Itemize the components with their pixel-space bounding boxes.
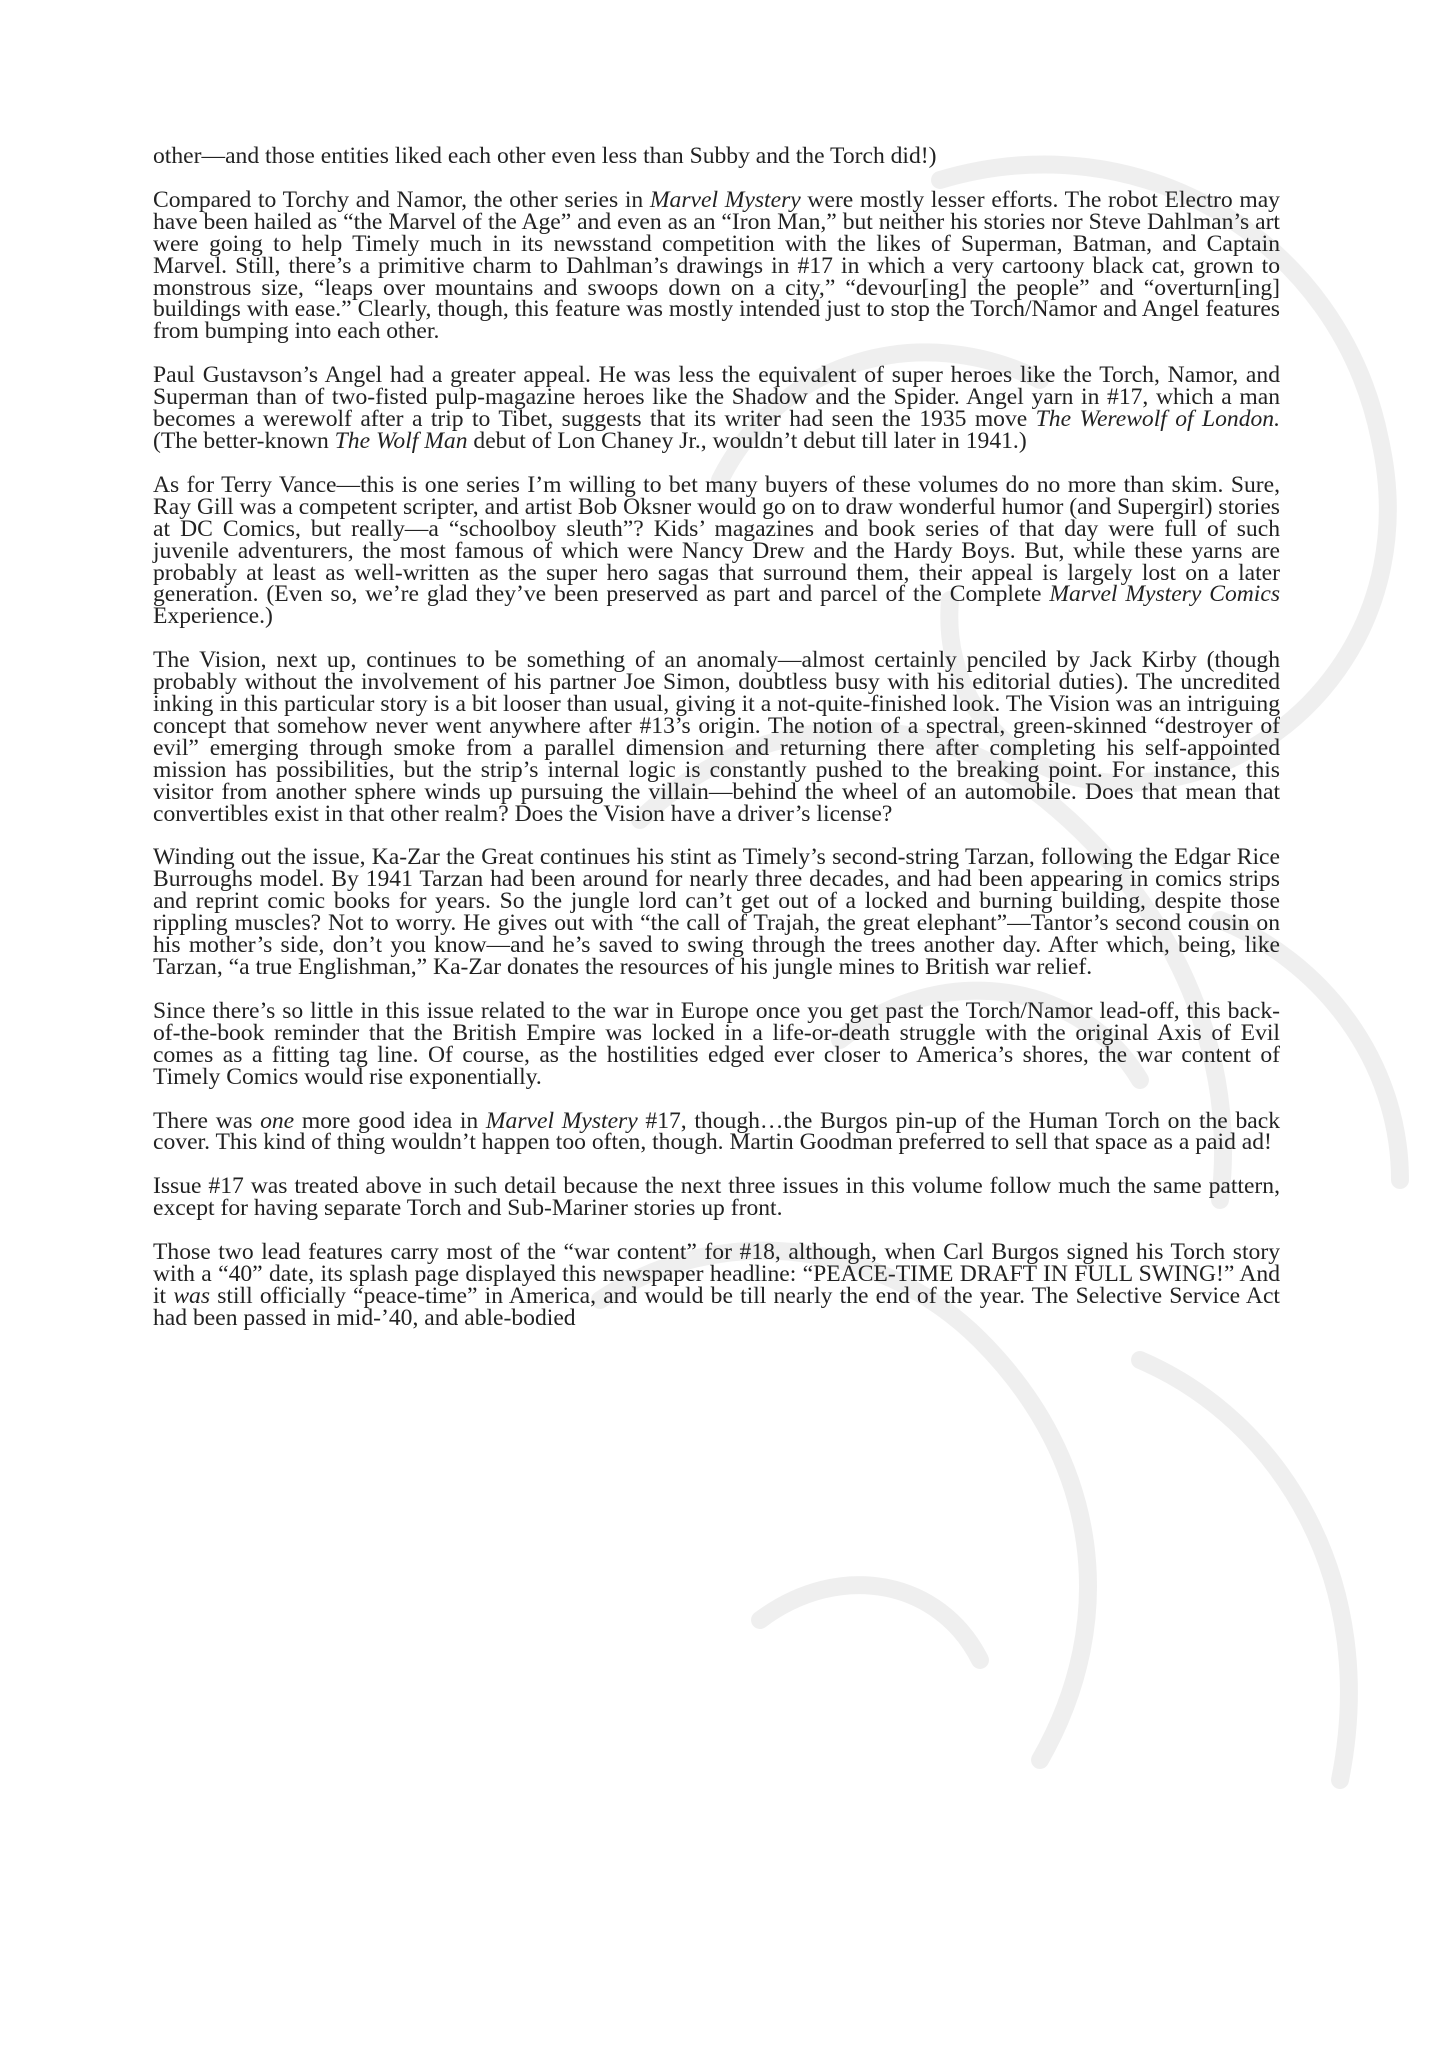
paragraph (153, 647, 1280, 827)
italic-title-text: Marvel Mystery (649, 186, 801, 213)
article-body (153, 143, 1281, 1352)
italic-title-text: The Werewolf of London. (1035, 406, 1281, 433)
paragraph-text: Compared to Torchy and Namor, the other series in (153, 186, 650, 213)
italic-title-text: The Wolf Man (334, 427, 468, 454)
italic-title-text: was (173, 1282, 211, 1309)
paragraph-text: Winding out the issue, Ka-Zar the Great continues his stint as Timely’s second-string Tarzan, following the Edgar Rice Burroughs model. By 1941 Tarzan had been around for nearly three decades, and had been appearing in comics strips and reprint comic books for years. So the jungle lord can’t get out of a locked and burning building, despite those rippling muscles? Not to worry. He gives out with “the call of Trajah, the great elephant”—Tantor’s second cousin on his mother’s side, don’t you know—and he’s saved to swing through the trees another day. After which, being, like Tarzan, “a true Englishman,” Ka-Zar donates the resources of his jungle mines to British war relief. (153, 844, 1280, 980)
paragraph-text: Issue #17 was treated above in such detail because the next three issues in this volume follow much the same pattern, except for having separate Torch and Sub-Mariner stories up front. (153, 1173, 1280, 1222)
paragraph-text: There was (153, 1107, 261, 1134)
italic-title-text: Marvel Mystery Comics (1049, 581, 1280, 608)
paragraph (153, 997, 1280, 1090)
paragraph-text: As for Terry Vance—this is one series I’m willing to bet many buyers of these volumes do no more than skim. Sure, Ray Gill was a competent scripter, and artist Bob Oksner would go on to draw wonderful humor (and Supergirl) stories at DC Comics, but really—a “schoolboy sleuth”? Kids’ magazines and book series of that day were full of such juvenile adventurers, the most famous of which were Nancy Drew and the Hardy Boys. But, while these yarns are probably at least as well-written as the super hero sagas that surround them, their appeal is largely lost on a later generation. (Even so, we’re glad they’ve been preserved as part and parcel of the Complete (153, 471, 1280, 608)
paragraph (153, 844, 1280, 980)
paragraph-text: Those two lead features carry most of the “war content” for #18, although, when Carl Burgos signed his Torch story with a “40” date, its splash page displayed this newspaper headline: “PEACE-TIME DRAFT IN FULL SWING!” And it (153, 1239, 1280, 1309)
paragraph-text: debut of Lon Chaney Jr., wouldn’t debut till later in 1941.) (467, 427, 1027, 454)
paragraph (153, 471, 1280, 630)
paragraph-text: Paul Gustavson’s Angel had a greater appeal. He was less the equivalent of super heroes like the Torch, Namor, and Superman than of two-fisted pulp-magazine heroes like the Shadow and the Spider. Angel yarn in #17, which a man becomes a werewolf after a trip to Tibet, suggests that its writer had seen the 1935 move (153, 362, 1280, 433)
paragraph-text: Experience.) (153, 603, 273, 630)
paragraph-text: (The better-known (153, 427, 335, 454)
paragraph-text: were mostly lesser efforts. The robot Electro may have been hailed as “the Marvel of the Age” and even as an “Iron Man,” but neither his stories nor Steve Dahlman’s art were going to help Timely much in its newsstand competition with the likes of Superman, Batman, and Captain Marvel. Still, there’s a primitive charm to Dahlman’s drawings in #17 in which a very cartoony black cat, grown to monstrous size, “leaps over mountains and swoops down on a city,” “devour[ing] the people” and “overturn[ing] buildings with ease.” Clearly, though, this feature was mostly intended just to stop the Torch/Namor and Angel features from bumping into each other. (153, 186, 1280, 345)
paragraph-text: still officially “peace-time” in America, and would be till nearly the end of the year. The Selective Service Act had been passed in mid-’40, and able-bodied (153, 1282, 1280, 1331)
paragraph-text: #17, though…the Burgos pin-up of the Human Torch on the back cover. This kind of thing wouldn’t happen too often, though. Martin Goodman preferred to sell that space as a paid ad! (153, 1107, 1280, 1156)
paragraph-text: more good idea in (294, 1107, 486, 1134)
paragraph (153, 1173, 1280, 1222)
italic-title-text: Marvel Mystery (485, 1107, 638, 1134)
paragraph-text: Since there’s so little in this issue related to the war in Europe once you get past the Torch/Namor lead-off, this back-of-the-book reminder that the British Empire was locked in a life-or-death struggle with the original Axis of Evil comes as a fitting tag line. Of course, as the hostilities edged ever closer to America’s shores, the war content of Timely Comics would rise exponentially. (153, 997, 1280, 1090)
italic-title-text: one (260, 1107, 295, 1134)
paragraph (153, 186, 1280, 345)
paragraph (153, 1107, 1280, 1156)
paragraph (153, 143, 1280, 169)
paragraph-text: other—and those entities liked each other even less than Subby and the Torch did!) (153, 143, 937, 169)
paragraph (153, 1239, 1280, 1331)
paragraph (153, 362, 1281, 454)
paragraph-text: The Vision, next up, continues to be something of an anomaly—almost certainly penciled by Jack Kirby (though probably without the involvement of his partner Joe Simon, doubtless busy with his editorial duties). The uncredited inking in this particular story is a bit looser than usual, giving it a not-quite-finished look. The Vision was an intriguing concept that somehow never went anywhere after #13’s origin. The notion of a spectral, green-skinned “destroyer of evil” emerging through smoke from a parallel dimension and returning there after completing his self-appointed mission has possibilities, but the strip’s internal logic is constantly pushed to the breaking point. For instance, this visitor from another sphere winds up pursuing the villain—behind the wheel of an automobile. Does that mean that convertibles exist in that other realm? Does the Vision have a driver’s license? (153, 647, 1280, 827)
